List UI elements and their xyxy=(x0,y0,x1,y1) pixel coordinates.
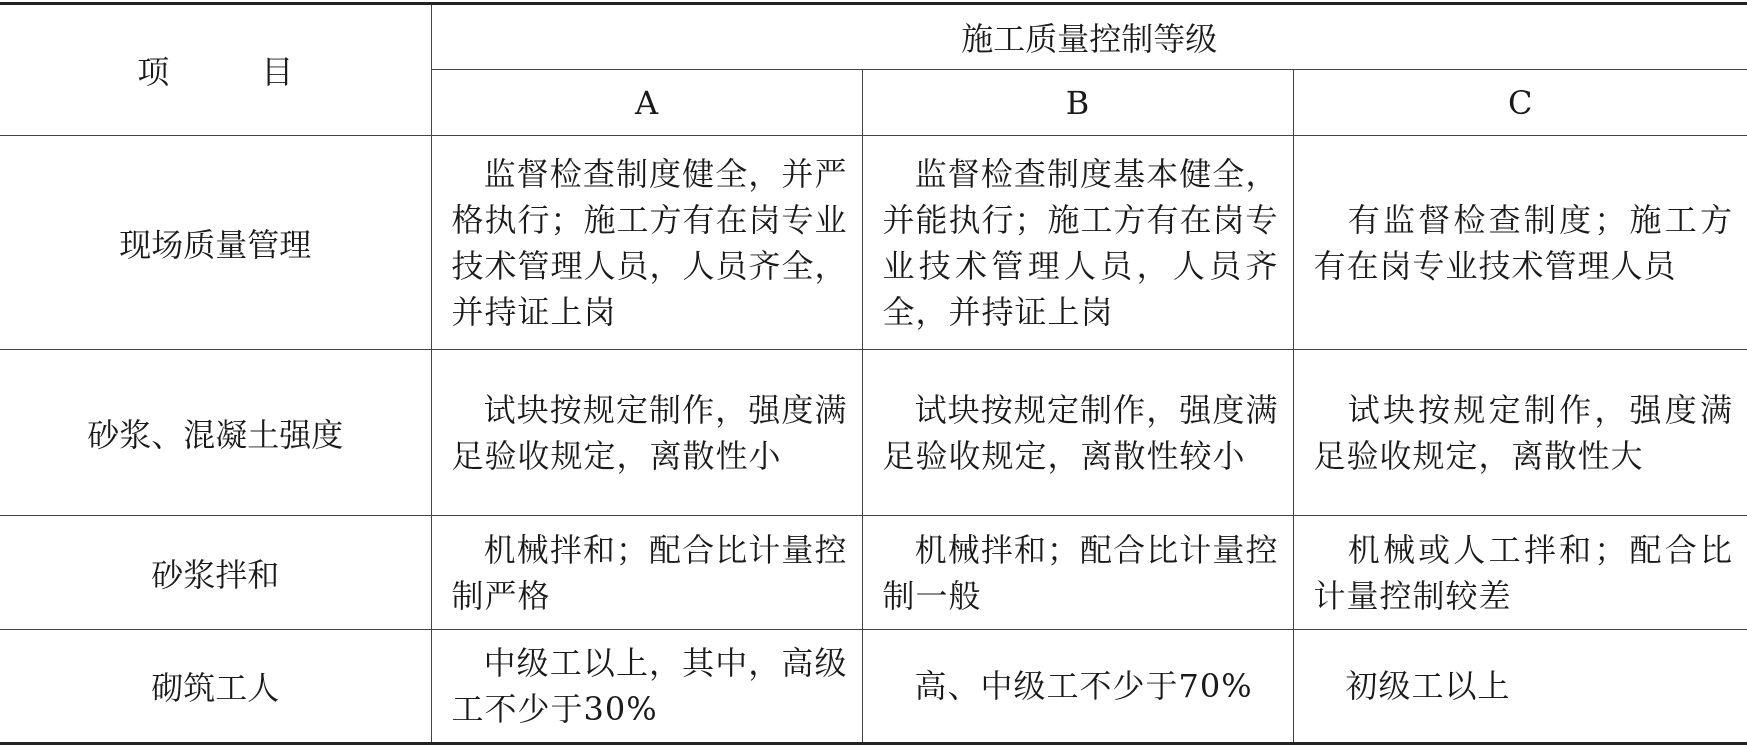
table-row xyxy=(0,136,1747,350)
grade-a-cell xyxy=(431,350,862,516)
grade-c-cell xyxy=(1293,136,1747,350)
grade-c-cell xyxy=(1293,350,1747,516)
table-row xyxy=(0,516,1747,630)
grade-b-cell xyxy=(862,350,1293,516)
header-row-1 xyxy=(0,4,1747,70)
quality-control-grade-table xyxy=(0,2,1747,745)
table-row xyxy=(0,630,1747,744)
grade-c-text: 有监督检查制度；施工方有在岗专业技术管理人员 xyxy=(1313,200,1734,285)
table-row xyxy=(0,350,1747,516)
header-item-part2: 目 xyxy=(261,53,294,91)
grade-c-cell xyxy=(1293,630,1747,744)
row-item-label: 现场质量管理 xyxy=(0,136,431,350)
header-grade-a: A xyxy=(431,70,862,136)
row-item-label: 砂浆拌和 xyxy=(0,516,431,630)
grade-a-text: 监督检查制度健全，并严格执行；施工方有在岗专业技术管理人员，人员齐全，并持证上岗 xyxy=(451,154,848,331)
grade-a-cell xyxy=(431,136,862,350)
grade-b-cell xyxy=(862,516,1293,630)
grade-a-cell xyxy=(431,516,862,630)
grade-b-text: 高、中级工不少于70% xyxy=(914,667,1253,705)
header-item-cell xyxy=(0,4,431,136)
header-grade-b: B xyxy=(862,70,1293,136)
grade-b-cell xyxy=(862,630,1293,744)
grade-c-text: 试块按规定制作，强度满足验收规定，离散性大 xyxy=(1313,390,1734,475)
grade-b-cell xyxy=(862,136,1293,350)
grade-a-text: 试块按规定制作，强度满足验收规定，离散性小 xyxy=(451,390,848,475)
grade-c-text: 机械或人工拌和；配合比计量控制较差 xyxy=(1313,530,1734,615)
grade-b-text: 试块按规定制作，强度满足验收规定，离散性较小 xyxy=(882,390,1279,475)
header-group-title: 施工质量控制等级 xyxy=(431,4,1747,70)
grade-c-text: 初级工以上 xyxy=(1345,667,1511,705)
header-grade-c: C xyxy=(1293,70,1747,136)
grade-b-text: 机械拌和；配合比计量控制一般 xyxy=(882,530,1279,615)
grade-a-text: 中级工以上，其中，高级工不少于30% xyxy=(451,644,848,728)
grade-c-cell xyxy=(1293,516,1747,630)
grade-b-text: 监督检查制度基本健全，并能执行；施工方有在岗专业技术管理人员，人员齐全，并持证上岗 xyxy=(882,154,1279,331)
grade-a-cell xyxy=(431,630,862,744)
row-item-label: 砂浆、混凝土强度 xyxy=(0,350,431,516)
header-item-part1: 项 xyxy=(137,53,170,91)
row-item-label: 砌筑工人 xyxy=(0,630,431,744)
grade-a-text: 机械拌和；配合比计量控制严格 xyxy=(451,530,848,615)
